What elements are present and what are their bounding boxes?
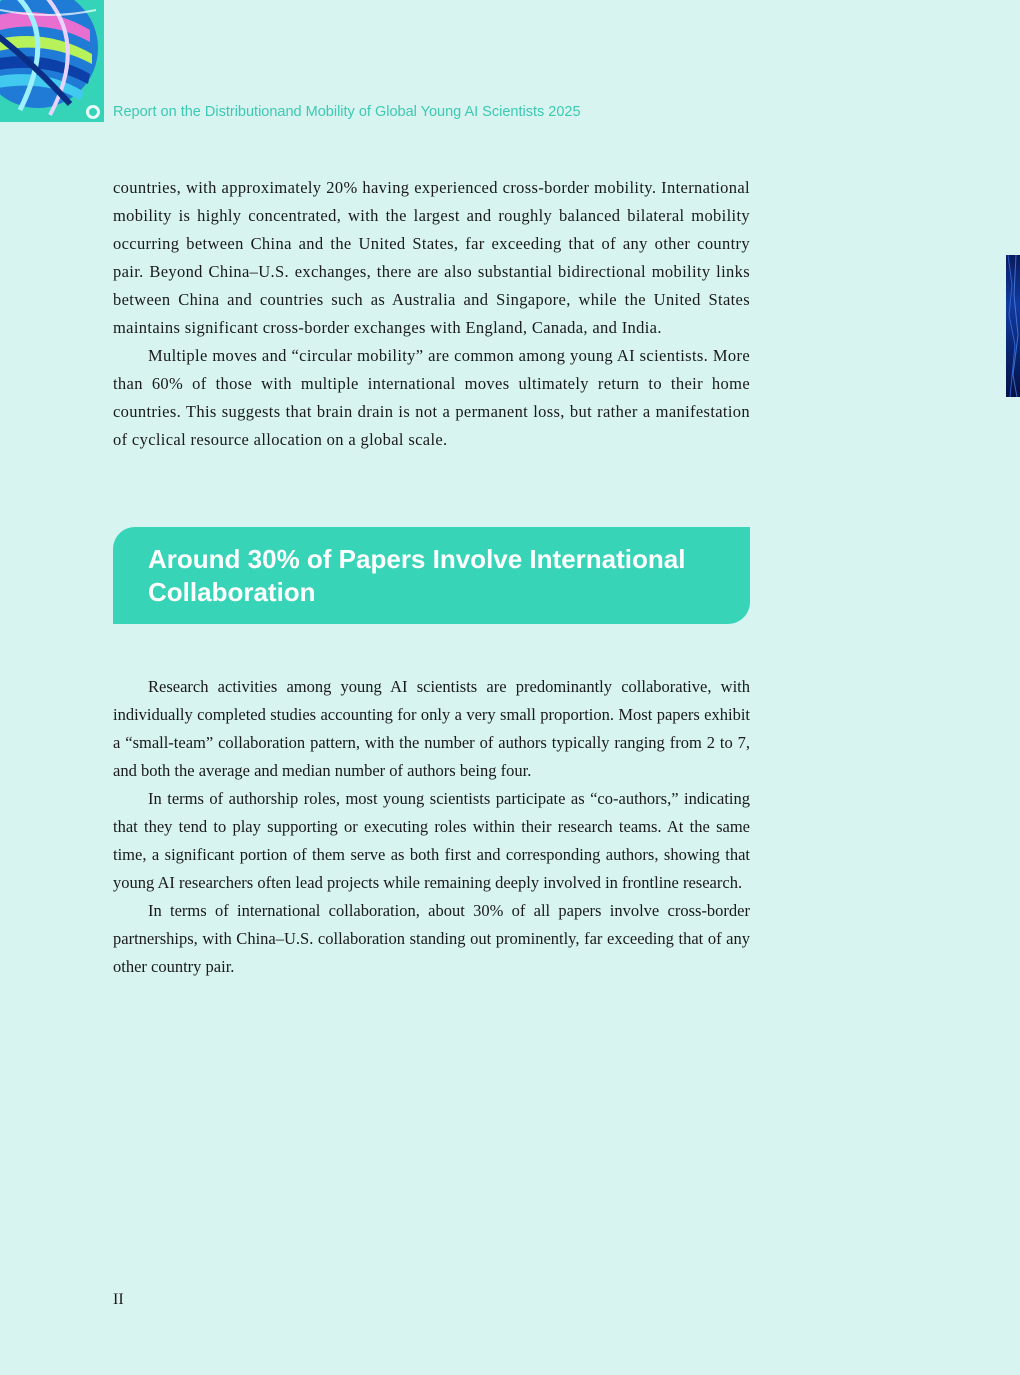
paragraph: In terms of authorship roles, most young scientists participate as “co-authors,” indicating that they tend to play supporting or executing roles within their research teams. At the same time, a significant portion of them serve as both first and corresponding authors, showing that young AI researchers often lead projects while remaining deeply involved in frontline research. (113, 789, 750, 892)
paragraph: Multiple moves and “circular mobility” are common among young AI scientists. More than 60% of those with multiple international moves ultimately return to their home countries. This suggests that brain drain is not a permanent loss, but rather a manifestation of cyclical resource allocation on a global scale. (113, 346, 750, 449)
running-header: Report on the Distributionand Mobility of Global Young AI Scientists 2025 (113, 104, 581, 120)
paragraph: Research activities among young AI scientists are predominantly collaborative, with individually completed studies accounting for only a very small proportion. Most papers exhibit a “small-team” collaboration pattern, with the number of authors typically ranging from 2 to 7, and both the average and median number of authors being four. (113, 677, 750, 780)
section1-text (113, 174, 750, 454)
globe-icon (0, 0, 104, 122)
section-heading: Around 30% of Papers Involve International Collaboration (148, 544, 686, 607)
side-tab-decoration (1006, 255, 1020, 397)
paragraph: countries, with approximately 20% having experienced cross-border mobility. International mobility is highly concentrated, with the largest and roughly balanced bilateral mobility occurring between China and the United States, far exceeding that of any other country pair. Beyond China–U.S. exchanges, there are also substantial bidirectional mobility links between China and countries such as Australia and Singapore, while the United States maintains significant cross-border exchanges with England, Canada, and India. (113, 178, 750, 337)
section-heading-box (113, 527, 750, 624)
page-number: II (113, 1291, 124, 1308)
section2-text (113, 673, 750, 981)
report-logo (0, 0, 104, 122)
paragraph: In terms of international collaboration, about 30% of all papers involve cross-border partnerships, with China–U.S. collaboration standing out prominently, far exceeding that of any other country pair. (113, 901, 750, 976)
